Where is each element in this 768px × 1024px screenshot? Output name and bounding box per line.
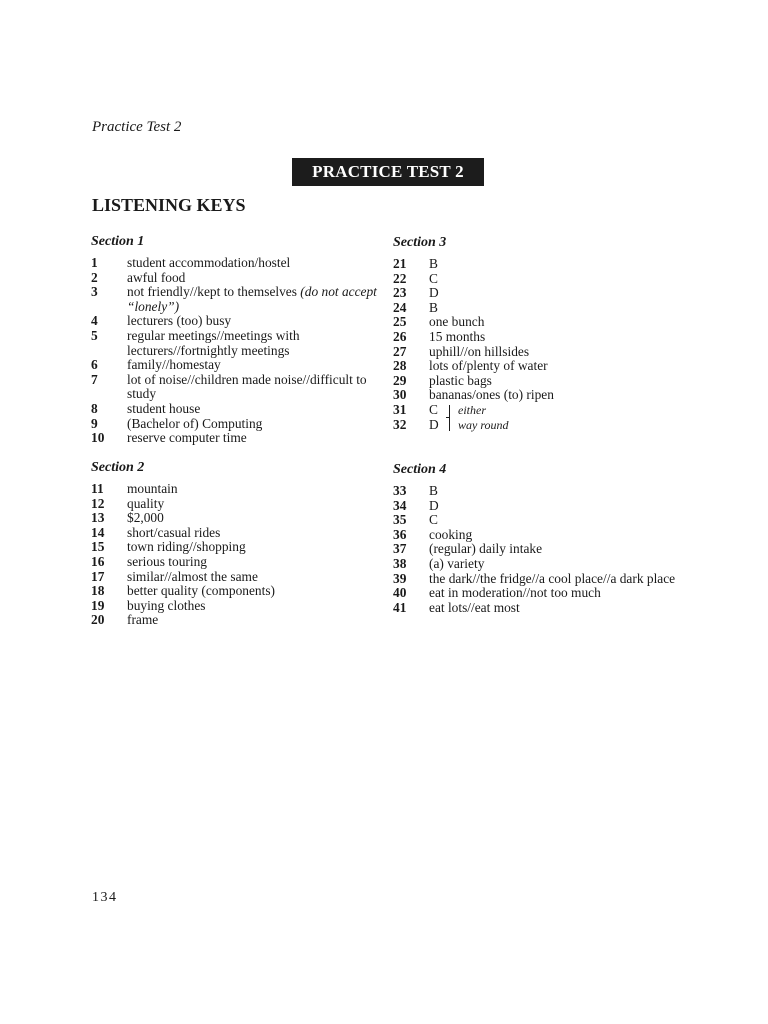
question-number: 23	[393, 285, 407, 301]
answer-main: student house	[127, 400, 201, 416]
section-title: Section 2	[91, 460, 145, 475]
answer-main: B	[429, 299, 438, 315]
answer-main: reserve computer time	[127, 430, 247, 446]
answer-row	[91, 540, 381, 555]
answer-row	[91, 358, 381, 373]
answer-row	[91, 526, 381, 541]
answer-main: buying clothes	[127, 597, 206, 613]
question-number: 33	[393, 483, 407, 498]
answer-row	[393, 513, 683, 528]
answer-row	[393, 388, 683, 403]
answer-row	[393, 542, 683, 557]
answer-note: (do not accept “lonely”)	[127, 284, 377, 314]
question-number: 5	[91, 327, 98, 343]
question-number: 4	[91, 313, 98, 329]
answer-text	[429, 315, 683, 330]
answer-row	[393, 499, 683, 514]
answer-main: B	[429, 483, 438, 498]
question-number: 25	[393, 314, 407, 330]
answer-text	[429, 542, 683, 557]
question-number: 26	[393, 328, 407, 344]
answer-text	[429, 557, 683, 572]
answer-main: B	[429, 256, 438, 271]
question-number: 13	[91, 510, 105, 526]
section-1	[91, 234, 381, 446]
section-title: Section 1	[91, 234, 145, 249]
answer-row	[91, 417, 381, 432]
answer-text	[429, 528, 683, 543]
answer-text	[127, 570, 381, 585]
answer-row	[393, 528, 683, 543]
answer-row	[393, 359, 683, 374]
answer-main: the dark//the fridge//a cool place//a dark place	[429, 570, 676, 586]
answer-text	[127, 402, 381, 417]
answer-main: family//homestay	[127, 357, 221, 373]
answer-main: plastic bags	[429, 372, 492, 388]
answer-text	[127, 431, 381, 446]
question-number: 2	[91, 269, 98, 285]
answer-row	[393, 374, 683, 389]
answer-row	[91, 285, 381, 314]
question-number: 41	[393, 599, 407, 615]
answer-main: (Bachelor of) Computing	[127, 415, 263, 431]
answer-row	[91, 329, 381, 358]
question-number: 6	[91, 357, 98, 373]
question-number: 11	[91, 481, 104, 496]
question-number: 35	[393, 512, 407, 528]
answer-main: town riding//shopping	[127, 539, 246, 555]
answer-main: serious touring	[127, 553, 207, 569]
answer-text	[429, 272, 683, 287]
practice-test-banner: PRACTICE TEST 2	[292, 158, 484, 186]
section-title: Section 3	[393, 235, 447, 250]
answer-main: D	[429, 416, 439, 432]
page-number: 134	[92, 890, 118, 905]
answer-row	[91, 256, 381, 271]
answer-row	[393, 586, 683, 601]
question-number: 31	[393, 401, 407, 417]
answer-main: (a) variety	[429, 555, 485, 571]
question-number: 9	[91, 415, 98, 431]
answer-text	[429, 388, 683, 403]
answer-text	[127, 584, 381, 599]
answer-row	[393, 572, 683, 587]
answer-main: eat in moderation//not too much	[429, 585, 601, 601]
answer-main: (regular) daily intake	[429, 541, 543, 557]
answer-main: 15 months	[429, 328, 486, 344]
question-number: 8	[91, 400, 98, 416]
answer-text	[127, 511, 381, 526]
brace-note-line: way round	[458, 418, 509, 432]
answer-main: C	[429, 401, 438, 417]
answer-main: uphill//on hillsides	[429, 343, 530, 359]
answer-main: lot of noise//children made noise//difficult to study	[127, 371, 367, 402]
section-2	[91, 460, 381, 628]
answer-main: one bunch	[429, 314, 485, 330]
answer-row	[393, 601, 683, 616]
answer-main: D	[429, 285, 439, 301]
answer-row	[91, 570, 381, 585]
answer-text	[429, 601, 683, 616]
answer-text	[127, 271, 381, 286]
answer-text	[429, 572, 683, 587]
answer-row	[91, 402, 381, 417]
question-number: 7	[91, 371, 98, 387]
answer-row	[393, 403, 683, 418]
answer-main: regular meetings//meetings with lecturers//fortnightly meetings	[127, 327, 300, 358]
answer-text	[127, 373, 381, 402]
answer-text	[127, 613, 381, 628]
answer-main: not friendly//kept to themselves	[127, 284, 297, 300]
section-3	[393, 235, 683, 432]
answer-main: lots of/plenty of water	[429, 358, 548, 374]
answer-text	[127, 329, 381, 358]
brace-note-line: either	[458, 403, 486, 418]
answer-main: quality	[127, 495, 165, 511]
question-number: 20	[91, 612, 105, 628]
answer-main: mountain	[127, 481, 178, 496]
question-number: 12	[91, 495, 105, 511]
answer-row	[91, 584, 381, 599]
answer-text	[429, 586, 683, 601]
question-number: 24	[393, 299, 407, 315]
answer-main: awful food	[127, 269, 186, 285]
answer-main: short/casual rides	[127, 524, 221, 540]
section-4	[393, 462, 683, 615]
answer-text	[127, 358, 381, 373]
answer-text	[127, 540, 381, 555]
answer-row	[393, 301, 683, 316]
answer-text	[127, 256, 381, 271]
answer-text	[127, 482, 381, 497]
answer-row	[91, 482, 381, 497]
answer-row	[393, 418, 683, 433]
answer-row	[91, 431, 381, 446]
answer-text	[429, 513, 683, 528]
section-title: Section 4	[393, 462, 447, 477]
answer-row	[393, 330, 683, 345]
answer-text	[127, 314, 381, 329]
answer-row	[393, 345, 683, 360]
answer-row	[91, 497, 381, 512]
answer-row	[91, 314, 381, 329]
answer-main: frame	[127, 612, 159, 628]
question-number: 28	[393, 358, 407, 374]
answer-text	[429, 499, 683, 514]
answer-text	[429, 345, 683, 360]
question-number: 21	[393, 256, 407, 271]
question-number: 18	[91, 583, 105, 599]
answer-text	[127, 497, 381, 512]
question-number: 17	[91, 568, 105, 584]
question-number: 14	[91, 524, 105, 540]
answer-text	[429, 484, 683, 499]
answer-row	[393, 315, 683, 330]
answer-row	[393, 557, 683, 572]
answer-main: bananas/ones (to) ripen	[429, 387, 554, 403]
answer-row	[393, 272, 683, 287]
question-number: 34	[393, 497, 407, 513]
question-number: 16	[91, 553, 105, 569]
answer-main: student accommodation/hostel	[127, 255, 291, 270]
either-way-round-brace	[449, 404, 509, 432]
answer-text	[429, 301, 683, 316]
answer-text	[429, 374, 683, 389]
question-number: 30	[393, 387, 407, 403]
running-head: Practice Test 2	[92, 119, 182, 135]
answer-main: $2,000	[127, 510, 164, 526]
answer-row	[393, 257, 683, 272]
answer-text	[127, 526, 381, 541]
question-number: 27	[393, 343, 407, 359]
answer-main: cooking	[429, 526, 473, 542]
question-number: 32	[393, 416, 407, 432]
answer-text	[429, 286, 683, 301]
question-number: 36	[393, 526, 407, 542]
answer-row	[393, 286, 683, 301]
question-number: 39	[393, 570, 407, 586]
answer-row	[91, 373, 381, 402]
answer-main: eat lots//eat most	[429, 599, 520, 615]
answer-text	[127, 417, 381, 432]
question-number: 40	[393, 585, 407, 601]
answer-main: lecturers (too) busy	[127, 313, 232, 329]
answer-text	[127, 285, 381, 314]
question-number: 29	[393, 372, 407, 388]
question-number: 3	[91, 284, 98, 300]
answer-row	[393, 484, 683, 499]
brace-icon	[449, 405, 454, 431]
answer-text	[127, 555, 381, 570]
question-number: 22	[393, 270, 407, 286]
answer-row	[91, 511, 381, 526]
answer-text	[429, 257, 683, 272]
answer-row	[91, 599, 381, 614]
answer-row	[91, 613, 381, 628]
answer-main: C	[429, 512, 438, 528]
answer-main: D	[429, 497, 439, 513]
answer-text	[127, 599, 381, 614]
question-number: 1	[91, 255, 98, 270]
answer-row	[91, 271, 381, 286]
answer-text	[429, 330, 683, 345]
question-number: 37	[393, 541, 407, 557]
answer-row	[91, 555, 381, 570]
answer-main: better quality (components)	[127, 583, 275, 599]
question-number: 19	[91, 597, 105, 613]
answer-text	[429, 359, 683, 374]
page-heading: LISTENING KEYS	[92, 195, 246, 215]
question-number: 38	[393, 555, 407, 571]
answer-main: similar//almost the same	[127, 568, 258, 584]
question-number: 15	[91, 539, 105, 555]
question-number: 10	[91, 430, 105, 446]
answer-main: C	[429, 270, 438, 286]
